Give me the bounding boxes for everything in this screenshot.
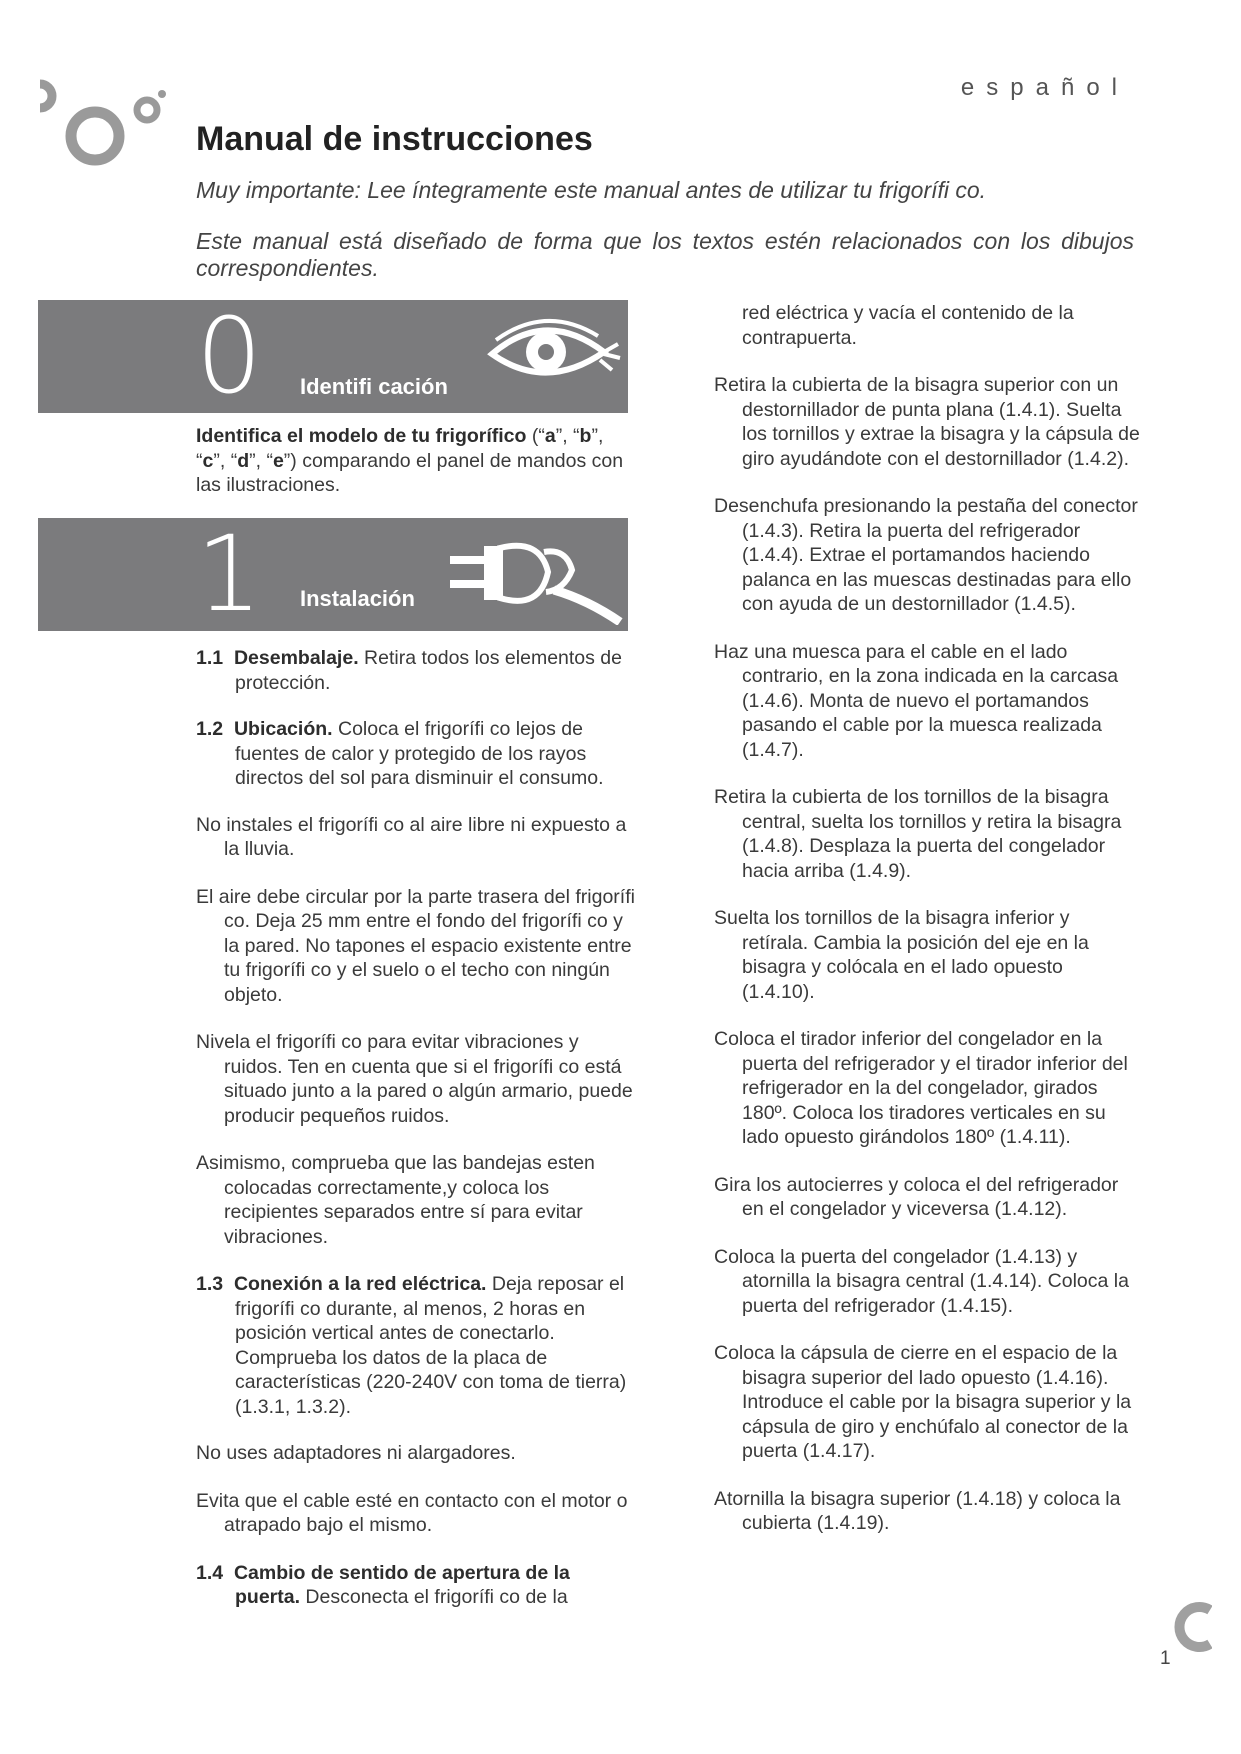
section-1-4: 1.4 Cambio de sentido de apertura de la puerta. Desconecta el frigorífi co de la [196, 1561, 570, 1608]
intro-warning: Muy importante: Lee íntegramente este manual antes de utilizar tu frigorífi co. [196, 177, 987, 203]
corner-logo-icon [1170, 1600, 1212, 1654]
paragraph: Retira la cubierta de la bisagra superior con un destornillador de punta plana (1.4.1). Suelta los tornillos y extrae la bisagra y la cápsula de giro ayudándote con el destornillador (1.4.2). [714, 374, 1140, 470]
paragraph: Coloca la puerta del congelador (1.4.13) y atornilla la bisagra central (1.4.14). Coloca la puerta del refrigerador (1.4.15). [714, 1245, 1129, 1317]
section-1-banner [38, 513, 628, 635]
left-column [196, 646, 636, 1632]
paragraph: Atornilla la bisagra superior (1.4.18) y coloca la cubierta (1.4.19). [714, 1487, 1121, 1534]
right-column [714, 301, 1140, 1559]
brand-logo-icon [38, 78, 166, 178]
page-title: Manual de instrucciones [196, 120, 593, 158]
paragraph: Coloca el tirador inferior del congelador en la puerta del refrigerador y el tirador inferior del refrigerador en la del congelador, girados 180º. Coloca los tiradores verticales en su lado opuesto girándolos 180º (1.4.11). [714, 1028, 1128, 1148]
language-label: español [960, 74, 1129, 101]
plug-icon [448, 530, 623, 625]
eye-icon [486, 314, 621, 394]
section-1-3: 1.3 Conexión a la red eléctrica. Deja reposar el frigorífi co durante, al menos, 2 horas en posición vertical antes de conectarlo. Comprueba los datos de la placa de características (220-240V con toma de tierra) (1.3.1, 1.3.2). [196, 1273, 627, 1418]
section-1-1: 1.1 Desembalaje. Retira todos los elementos de protección. [196, 647, 623, 694]
section-0-label: Identifi cación [300, 374, 448, 399]
section-0-banner [38, 295, 628, 417]
section-1-2: 1.2 Ubicación. Coloca el frigorífi co lejos de fuentes de calor y protegido de los rayos directos del sol para disminuir el consumo. [196, 718, 604, 789]
paragraph: No instales el frigorífi co al aire libre ni expuesto a la lluvia. [196, 813, 627, 860]
paragraph: Gira los autocierres y coloca el del refrigerador en el congelador y viceversa (1.4.12). [714, 1173, 1119, 1220]
section-1-label: Instalación [300, 586, 415, 611]
section-0-number: 0 [196, 295, 263, 417]
paragraph: Nivela el frigorífi co para evitar vibraciones y ruidos. Ten en cuenta que si el frigorífi co está situado junto a la pared o algún armario, puede producir pequeños ruidos. [196, 1031, 633, 1127]
paragraph: Asimismo, comprueba que las bandejas esten colocadas correctamente,y coloca los recipientes separados entre sí para evitar vibraciones. [196, 1152, 595, 1248]
page-number: 1 [1160, 1648, 1171, 1669]
intro-description: Este manual está diseñado de forma que los textos estén relacionados con los dibujos correspondientes. [196, 228, 1134, 281]
paragraph: Evita que el cable esté en contacto con el motor o atrapado bajo el mismo. [196, 1489, 628, 1536]
paragraph: Haz una muesca para el cable en el lado contrario, en la zona indicada en la carcasa (1.4.6). Monta de nuevo el portamandos pasando el cable por la muesca realizada (1.4.7). [714, 640, 1119, 761]
paragraph: Desenchufa presionando la pestaña del conector (1.4.3). Retira la puerta del refrigerador (1.4.4). Extrae el portamandos haciendo palanca en las muescas destinadas para ello con ayuda de un destornillador (1.4.5). [714, 495, 1138, 615]
paragraph: El aire debe circular por la parte trasera del frigorífi co. Deja 25 mm entre el fondo del frigorífi co y la pared. No tapones el espacio existente entre tu frigorífi co y el suelo o el techo con ningún objeto. [196, 885, 635, 1006]
section-0-text: Identifica el modelo de tu frigorífico (“a”, “b”, “c”, “d”, “e”) comparando el panel de mandos con las ilustraciones. [196, 425, 624, 496]
paragraph: red eléctrica y vacía el contenido de la contrapuerta. [742, 302, 1074, 349]
paragraph: No uses adaptadores ni alargadores. [196, 1442, 516, 1464]
section-1-number: 1 [196, 513, 263, 635]
paragraph: Retira la cubierta de los tornillos de la bisagra central, suelta los tornillos y retira la bisagra (1.4.8). Desplaza la puerta del congelador hacia arriba (1.4.9). [714, 786, 1122, 882]
paragraph: Suelta los tornillos de la bisagra inferior y retírala. Cambia la posición del eje en la bisagra y colócala en el lado opuesto (1.4.10). [714, 907, 1089, 1003]
paragraph: Coloca la cápsula de cierre en el espacio de la bisagra superior del lado opuesto (1.4.16). Introduce el cable por la bisagra superior y la cápsula de giro y enchúfalo al conector de la puerta (1.4.17). [714, 1342, 1132, 1462]
